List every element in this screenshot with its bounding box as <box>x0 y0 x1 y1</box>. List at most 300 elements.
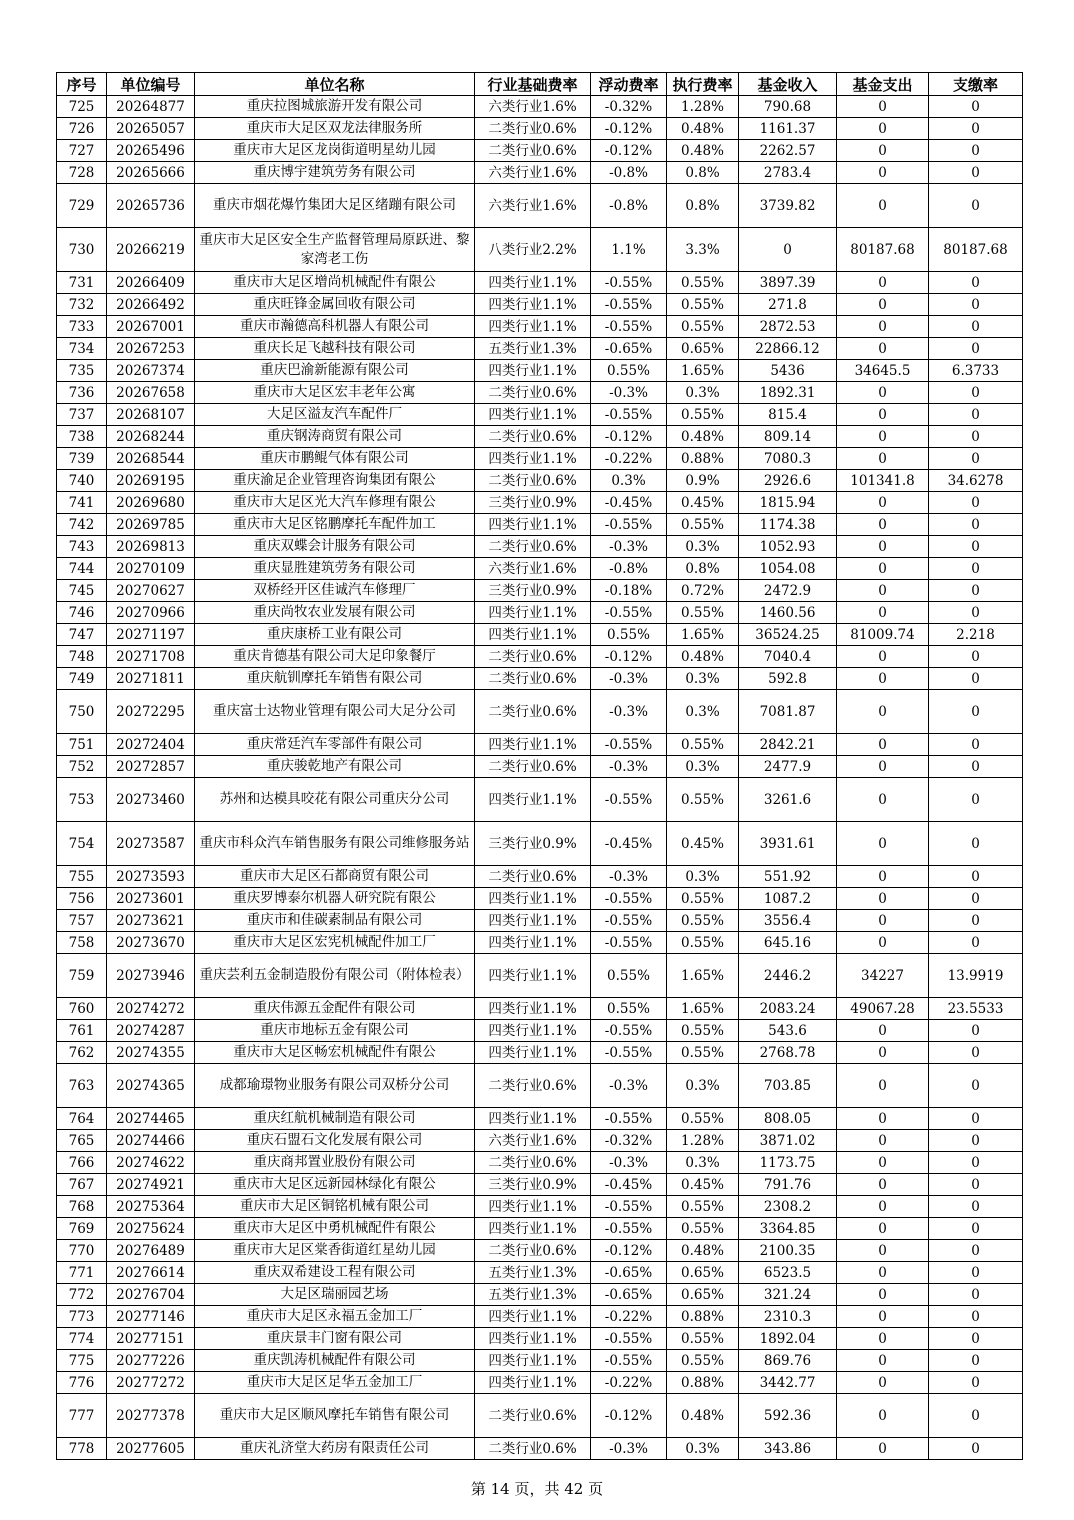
base-rate-cell: 四类行业1.1% <box>475 602 591 624</box>
float-rate-cell: -0.3% <box>591 382 667 404</box>
base-rate-cell: 二类行业0.6% <box>475 690 591 734</box>
base-rate-cell: 四类行业1.1% <box>475 1042 591 1064</box>
exec-rate-cell: 0.55% <box>667 734 739 756</box>
unit-name-cell: 重庆拉图城旅游开发有限公司 <box>195 96 475 118</box>
fund-income-cell: 3442.77 <box>739 1372 837 1394</box>
fund-expense-cell: 0 <box>837 668 929 690</box>
fund-table <box>56 72 1023 1460</box>
unit-name-cell: 重庆礼济堂大药房有限责任公司 <box>195 1438 475 1460</box>
base-rate-cell: 三类行业0.9% <box>475 492 591 514</box>
exec-rate-cell: 0.88% <box>667 448 739 470</box>
table-row <box>57 1328 1023 1350</box>
unit-code-cell: 20268107 <box>107 404 195 426</box>
unit-code-cell: 20271708 <box>107 646 195 668</box>
base-rate-cell: 四类行业1.1% <box>475 1372 591 1394</box>
fund-income-cell: 7081.87 <box>739 690 837 734</box>
unit-code-cell: 20273601 <box>107 888 195 910</box>
exec-rate-cell: 3.3% <box>667 228 739 272</box>
table-row <box>57 756 1023 778</box>
base-rate-cell: 八类行业2.2% <box>475 228 591 272</box>
payout-ratio-cell: 0 <box>929 404 1023 426</box>
col-header-float-rate: 浮动费率 <box>591 73 667 96</box>
base-rate-cell: 四类行业1.1% <box>475 1306 591 1328</box>
unit-code-cell: 20267374 <box>107 360 195 382</box>
base-rate-cell: 二类行业0.6% <box>475 1064 591 1108</box>
index-cell: 739 <box>57 448 107 470</box>
base-rate-cell: 四类行业1.1% <box>475 932 591 954</box>
fund-expense-cell: 0 <box>837 118 929 140</box>
base-rate-cell: 四类行业1.1% <box>475 404 591 426</box>
fund-income-cell: 791.76 <box>739 1174 837 1196</box>
unit-code-cell: 20272295 <box>107 690 195 734</box>
unit-code-cell: 20270627 <box>107 580 195 602</box>
exec-rate-cell: 0.65% <box>667 1262 739 1284</box>
index-cell: 777 <box>57 1394 107 1438</box>
table-row <box>57 998 1023 1020</box>
fund-income-cell: 2310.3 <box>739 1306 837 1328</box>
base-rate-cell: 二类行业0.6% <box>475 426 591 448</box>
payout-ratio-cell: 0 <box>929 756 1023 778</box>
fund-income-cell: 271.8 <box>739 294 837 316</box>
float-rate-cell: 0.55% <box>591 954 667 998</box>
fund-income-cell: 2926.6 <box>739 470 837 492</box>
fund-expense-cell: 0 <box>837 426 929 448</box>
unit-name-cell: 重庆伟源五金配件有限公司 <box>195 998 475 1020</box>
fund-income-cell: 3364.85 <box>739 1218 837 1240</box>
unit-code-cell: 20274287 <box>107 1020 195 1042</box>
index-cell: 743 <box>57 536 107 558</box>
unit-name-cell: 重庆罗博泰尔机器人研究院有限公 <box>195 888 475 910</box>
float-rate-cell: -0.12% <box>591 1240 667 1262</box>
exec-rate-cell: 0.3% <box>667 1438 739 1460</box>
index-cell: 776 <box>57 1372 107 1394</box>
fund-income-cell: 703.85 <box>739 1064 837 1108</box>
table-row <box>57 778 1023 822</box>
fund-expense-cell: 0 <box>837 1042 929 1064</box>
unit-code-cell: 20274465 <box>107 1108 195 1130</box>
table-row <box>57 866 1023 888</box>
fund-expense-cell: 34227 <box>837 954 929 998</box>
unit-code-cell: 20277272 <box>107 1372 195 1394</box>
fund-expense-cell: 0 <box>837 338 929 360</box>
index-cell: 725 <box>57 96 107 118</box>
float-rate-cell: -0.55% <box>591 888 667 910</box>
base-rate-cell: 二类行业0.6% <box>475 536 591 558</box>
table-row <box>57 668 1023 690</box>
table-row <box>57 1020 1023 1042</box>
exec-rate-cell: 0.3% <box>667 382 739 404</box>
base-rate-cell: 二类行业0.6% <box>475 382 591 404</box>
table-row <box>57 360 1023 382</box>
unit-name-cell: 重庆市大足区铜铭机械有限公司 <box>195 1196 475 1218</box>
fund-expense-cell: 0 <box>837 1020 929 1042</box>
payout-ratio-cell: 0 <box>929 1218 1023 1240</box>
fund-income-cell: 2083.24 <box>739 998 837 1020</box>
float-rate-cell: -0.3% <box>591 1152 667 1174</box>
base-rate-cell: 四类行业1.1% <box>475 1020 591 1042</box>
unit-name-cell: 重庆市瀚德高科机器人有限公司 <box>195 316 475 338</box>
fund-expense-cell: 0 <box>837 646 929 668</box>
unit-name-cell: 双桥经开区佳诚汽车修理厂 <box>195 580 475 602</box>
float-rate-cell: -0.55% <box>591 316 667 338</box>
float-rate-cell: -0.12% <box>591 118 667 140</box>
exec-rate-cell: 0.48% <box>667 140 739 162</box>
exec-rate-cell: 0.8% <box>667 162 739 184</box>
exec-rate-cell: 0.3% <box>667 668 739 690</box>
float-rate-cell: -0.8% <box>591 162 667 184</box>
table-row <box>57 1394 1023 1438</box>
fund-income-cell: 3556.4 <box>739 910 837 932</box>
unit-name-cell: 重庆旺锋金属回收有限公司 <box>195 294 475 316</box>
unit-name-cell: 重庆凯涛机械配件有限公司 <box>195 1350 475 1372</box>
index-cell: 770 <box>57 1240 107 1262</box>
payout-ratio-cell: 0 <box>929 1108 1023 1130</box>
table-row <box>57 118 1023 140</box>
float-rate-cell: -0.55% <box>591 1020 667 1042</box>
col-header-unit-code: 单位编号 <box>107 73 195 96</box>
index-cell: 745 <box>57 580 107 602</box>
index-cell: 741 <box>57 492 107 514</box>
fund-income-cell: 2768.78 <box>739 1042 837 1064</box>
exec-rate-cell: 0.55% <box>667 1350 739 1372</box>
index-cell: 759 <box>57 954 107 998</box>
unit-name-cell: 重庆市大足区宏宪机械配件加工厂 <box>195 932 475 954</box>
exec-rate-cell: 0.55% <box>667 1218 739 1240</box>
exec-rate-cell: 0.55% <box>667 404 739 426</box>
unit-name-cell: 重庆市大足区增尚机械配件有限公 <box>195 272 475 294</box>
fund-income-cell: 592.8 <box>739 668 837 690</box>
fund-expense-cell: 0 <box>837 1284 929 1306</box>
float-rate-cell: -0.12% <box>591 1394 667 1438</box>
unit-code-cell: 20265736 <box>107 184 195 228</box>
exec-rate-cell: 0.48% <box>667 646 739 668</box>
base-rate-cell: 四类行业1.1% <box>475 778 591 822</box>
exec-rate-cell: 0.8% <box>667 184 739 228</box>
exec-rate-cell: 0.3% <box>667 1064 739 1108</box>
table-row <box>57 1064 1023 1108</box>
table-body <box>57 96 1023 1460</box>
fund-expense-cell: 0 <box>837 536 929 558</box>
float-rate-cell: -0.55% <box>591 932 667 954</box>
fund-income-cell: 2783.4 <box>739 162 837 184</box>
payout-ratio-cell: 0 <box>929 1438 1023 1460</box>
payout-ratio-cell: 0 <box>929 492 1023 514</box>
unit-name-cell: 重庆市大足区远新园林绿化有限公 <box>195 1174 475 1196</box>
float-rate-cell: -0.55% <box>591 734 667 756</box>
fund-income-cell: 22866.12 <box>739 338 837 360</box>
exec-rate-cell: 1.65% <box>667 954 739 998</box>
base-rate-cell: 二类行业0.6% <box>475 668 591 690</box>
unit-code-cell: 20276614 <box>107 1262 195 1284</box>
fund-income-cell: 808.05 <box>739 1108 837 1130</box>
exec-rate-cell: 0.55% <box>667 1020 739 1042</box>
index-cell: 778 <box>57 1438 107 1460</box>
float-rate-cell: -0.55% <box>591 514 667 536</box>
index-cell: 761 <box>57 1020 107 1042</box>
table-row <box>57 162 1023 184</box>
table-row <box>57 426 1023 448</box>
fund-expense-cell: 0 <box>837 910 929 932</box>
fund-expense-cell: 0 <box>837 1174 929 1196</box>
index-cell: 740 <box>57 470 107 492</box>
float-rate-cell: 0.55% <box>591 624 667 646</box>
payout-ratio-cell: 0 <box>929 1042 1023 1064</box>
unit-name-cell: 重庆尚牧农业发展有限公司 <box>195 602 475 624</box>
fund-expense-cell: 0 <box>837 1394 929 1438</box>
unit-code-cell: 20268544 <box>107 448 195 470</box>
unit-name-cell: 重庆肯德基有限公司大足印象餐厅 <box>195 646 475 668</box>
fund-income-cell: 2477.9 <box>739 756 837 778</box>
payout-ratio-cell: 0 <box>929 536 1023 558</box>
unit-code-cell: 20264877 <box>107 96 195 118</box>
base-rate-cell: 二类行业0.6% <box>475 118 591 140</box>
base-rate-cell: 二类行业0.6% <box>475 140 591 162</box>
table-row <box>57 1350 1023 1372</box>
fund-income-cell: 2262.57 <box>739 140 837 162</box>
unit-code-cell: 20269813 <box>107 536 195 558</box>
fund-expense-cell: 0 <box>837 492 929 514</box>
payout-ratio-cell: 13.9919 <box>929 954 1023 998</box>
float-rate-cell: -0.55% <box>591 1218 667 1240</box>
base-rate-cell: 三类行业0.9% <box>475 1174 591 1196</box>
float-rate-cell: -0.8% <box>591 558 667 580</box>
float-rate-cell: -0.55% <box>591 404 667 426</box>
exec-rate-cell: 0.3% <box>667 1152 739 1174</box>
index-cell: 733 <box>57 316 107 338</box>
unit-code-cell: 20273587 <box>107 822 195 866</box>
unit-code-cell: 20277226 <box>107 1350 195 1372</box>
unit-code-cell: 20277146 <box>107 1306 195 1328</box>
index-cell: 728 <box>57 162 107 184</box>
exec-rate-cell: 1.65% <box>667 624 739 646</box>
fund-expense-cell: 0 <box>837 932 929 954</box>
unit-name-cell: 重庆常廷汽车零部件有限公司 <box>195 734 475 756</box>
fund-expense-cell: 0 <box>837 1262 929 1284</box>
unit-name-cell: 重庆航钏摩托车销售有限公司 <box>195 668 475 690</box>
col-header-payout-ratio: 支缴率 <box>929 73 1023 96</box>
fund-expense-cell: 0 <box>837 558 929 580</box>
fund-income-cell: 5436 <box>739 360 837 382</box>
float-rate-cell: -0.3% <box>591 668 667 690</box>
unit-code-cell: 20266492 <box>107 294 195 316</box>
index-cell: 773 <box>57 1306 107 1328</box>
index-cell: 764 <box>57 1108 107 1130</box>
payout-ratio-cell: 0 <box>929 426 1023 448</box>
index-cell: 748 <box>57 646 107 668</box>
index-cell: 756 <box>57 888 107 910</box>
index-cell: 730 <box>57 228 107 272</box>
unit-name-cell: 重庆市大足区光大汽车修理有限公 <box>195 492 475 514</box>
base-rate-cell: 四类行业1.1% <box>475 1350 591 1372</box>
table-row <box>57 448 1023 470</box>
unit-code-cell: 20276704 <box>107 1284 195 1306</box>
fund-income-cell: 2446.2 <box>739 954 837 998</box>
exec-rate-cell: 1.28% <box>667 1130 739 1152</box>
unit-name-cell: 重庆巴渝新能源有限公司 <box>195 360 475 382</box>
payout-ratio-cell: 23.5533 <box>929 998 1023 1020</box>
fund-expense-cell: 0 <box>837 1152 929 1174</box>
fund-expense-cell: 0 <box>837 316 929 338</box>
float-rate-cell: -0.18% <box>591 580 667 602</box>
float-rate-cell: -0.55% <box>591 778 667 822</box>
float-rate-cell: 1.1% <box>591 228 667 272</box>
exec-rate-cell: 0.55% <box>667 602 739 624</box>
fund-expense-cell: 0 <box>837 602 929 624</box>
table-row <box>57 184 1023 228</box>
unit-code-cell: 20273670 <box>107 932 195 954</box>
fund-income-cell: 1087.2 <box>739 888 837 910</box>
table-row <box>57 536 1023 558</box>
table-row <box>57 294 1023 316</box>
payout-ratio-cell: 2.218 <box>929 624 1023 646</box>
payout-ratio-cell: 0 <box>929 910 1023 932</box>
unit-name-cell: 重庆市大足区中勇机械配件有限公 <box>195 1218 475 1240</box>
unit-code-cell: 20272404 <box>107 734 195 756</box>
fund-expense-cell: 81009.74 <box>837 624 929 646</box>
table-row <box>57 404 1023 426</box>
base-rate-cell: 四类行业1.1% <box>475 272 591 294</box>
unit-code-cell: 20270966 <box>107 602 195 624</box>
table-row <box>57 1438 1023 1460</box>
fund-income-cell: 815.4 <box>739 404 837 426</box>
fund-expense-cell: 0 <box>837 1218 929 1240</box>
fund-expense-cell: 0 <box>837 1372 929 1394</box>
table-row <box>57 910 1023 932</box>
fund-expense-cell: 0 <box>837 294 929 316</box>
payout-ratio-cell: 0 <box>929 1130 1023 1152</box>
fund-expense-cell: 0 <box>837 866 929 888</box>
float-rate-cell: -0.55% <box>591 272 667 294</box>
float-rate-cell: -0.3% <box>591 536 667 558</box>
payout-ratio-cell: 0 <box>929 1262 1023 1284</box>
unit-name-cell: 重庆市大足区龙岗街道明星幼儿园 <box>195 140 475 162</box>
payout-ratio-cell: 0 <box>929 668 1023 690</box>
unit-name-cell: 重庆市大足区宏丰老年公寓 <box>195 382 475 404</box>
exec-rate-cell: 0.48% <box>667 1394 739 1438</box>
unit-name-cell: 重庆芸利五金制造股份有限公司（附体检表） <box>195 954 475 998</box>
fund-expense-cell: 0 <box>837 1328 929 1350</box>
index-cell: 765 <box>57 1130 107 1152</box>
payout-ratio-cell: 0 <box>929 1284 1023 1306</box>
index-cell: 738 <box>57 426 107 448</box>
base-rate-cell: 四类行业1.1% <box>475 624 591 646</box>
exec-rate-cell: 0.55% <box>667 514 739 536</box>
float-rate-cell: -0.12% <box>591 426 667 448</box>
fund-expense-cell: 0 <box>837 822 929 866</box>
unit-code-cell: 20265496 <box>107 140 195 162</box>
unit-name-cell: 重庆骏乾地产有限公司 <box>195 756 475 778</box>
fund-income-cell: 3261.6 <box>739 778 837 822</box>
fund-expense-cell: 0 <box>837 162 929 184</box>
float-rate-cell: -0.45% <box>591 492 667 514</box>
unit-name-cell: 重庆富士达物业管理有限公司大足分公司 <box>195 690 475 734</box>
exec-rate-cell: 0.45% <box>667 822 739 866</box>
index-cell: 752 <box>57 756 107 778</box>
float-rate-cell: -0.55% <box>591 294 667 316</box>
fund-expense-cell: 0 <box>837 1350 929 1372</box>
fund-income-cell: 343.86 <box>739 1438 837 1460</box>
base-rate-cell: 四类行业1.1% <box>475 910 591 932</box>
fund-expense-cell: 34645.5 <box>837 360 929 382</box>
unit-name-cell: 重庆钢涛商贸有限公司 <box>195 426 475 448</box>
index-cell: 760 <box>57 998 107 1020</box>
fund-income-cell: 1460.56 <box>739 602 837 624</box>
fund-expense-cell: 0 <box>837 1108 929 1130</box>
index-cell: 746 <box>57 602 107 624</box>
table-row <box>57 514 1023 536</box>
exec-rate-cell: 0.65% <box>667 1284 739 1306</box>
exec-rate-cell: 0.48% <box>667 1240 739 1262</box>
table-row <box>57 1240 1023 1262</box>
exec-rate-cell: 0.3% <box>667 690 739 734</box>
exec-rate-cell: 0.3% <box>667 536 739 558</box>
table-row <box>57 1306 1023 1328</box>
table-row <box>57 1262 1023 1284</box>
unit-code-cell: 20274365 <box>107 1064 195 1108</box>
base-rate-cell: 四类行业1.1% <box>475 734 591 756</box>
fund-income-cell: 3931.61 <box>739 822 837 866</box>
float-rate-cell: -0.55% <box>591 1328 667 1350</box>
exec-rate-cell: 1.65% <box>667 360 739 382</box>
base-rate-cell: 三类行业0.9% <box>475 580 591 602</box>
fund-income-cell: 592.36 <box>739 1394 837 1438</box>
unit-name-cell: 重庆市和佳碳素制品有限公司 <box>195 910 475 932</box>
unit-code-cell: 20271197 <box>107 624 195 646</box>
fund-expense-cell: 0 <box>837 140 929 162</box>
fund-expense-cell: 49067.28 <box>837 998 929 1020</box>
payout-ratio-cell: 0 <box>929 96 1023 118</box>
float-rate-cell: -0.12% <box>591 140 667 162</box>
fund-expense-cell: 0 <box>837 1130 929 1152</box>
table-row <box>57 1130 1023 1152</box>
unit-code-cell: 20269785 <box>107 514 195 536</box>
payout-ratio-cell: 0 <box>929 602 1023 624</box>
base-rate-cell: 二类行业0.6% <box>475 866 591 888</box>
base-rate-cell: 五类行业1.3% <box>475 1262 591 1284</box>
fund-income-cell: 2872.53 <box>739 316 837 338</box>
exec-rate-cell: 0.48% <box>667 426 739 448</box>
exec-rate-cell: 0.88% <box>667 1306 739 1328</box>
unit-name-cell: 苏州和达模具咬花有限公司重庆分公司 <box>195 778 475 822</box>
base-rate-cell: 二类行业0.6% <box>475 1152 591 1174</box>
table-row <box>57 1284 1023 1306</box>
fund-expense-cell: 80187.68 <box>837 228 929 272</box>
payout-ratio-cell: 0 <box>929 888 1023 910</box>
unit-code-cell: 20267001 <box>107 316 195 338</box>
fund-income-cell: 7040.4 <box>739 646 837 668</box>
fund-expense-cell: 0 <box>837 1196 929 1218</box>
fund-income-cell: 551.92 <box>739 866 837 888</box>
payout-ratio-cell: 0 <box>929 734 1023 756</box>
unit-name-cell: 重庆景丰门窗有限公司 <box>195 1328 475 1350</box>
fund-income-cell: 1815.94 <box>739 492 837 514</box>
table-row <box>57 1042 1023 1064</box>
float-rate-cell: -0.3% <box>591 1438 667 1460</box>
base-rate-cell: 四类行业1.1% <box>475 1218 591 1240</box>
fund-income-cell: 1174.38 <box>739 514 837 536</box>
table-row <box>57 1218 1023 1240</box>
fund-income-cell: 790.68 <box>739 96 837 118</box>
index-cell: 732 <box>57 294 107 316</box>
payout-ratio-cell: 0 <box>929 382 1023 404</box>
float-rate-cell: -0.45% <box>591 1174 667 1196</box>
index-cell: 763 <box>57 1064 107 1108</box>
unit-name-cell: 重庆市大足区永福五金加工厂 <box>195 1306 475 1328</box>
float-rate-cell: -0.22% <box>591 448 667 470</box>
table-row <box>57 1108 1023 1130</box>
payout-ratio-cell: 0 <box>929 646 1023 668</box>
fund-expense-cell: 0 <box>837 756 929 778</box>
